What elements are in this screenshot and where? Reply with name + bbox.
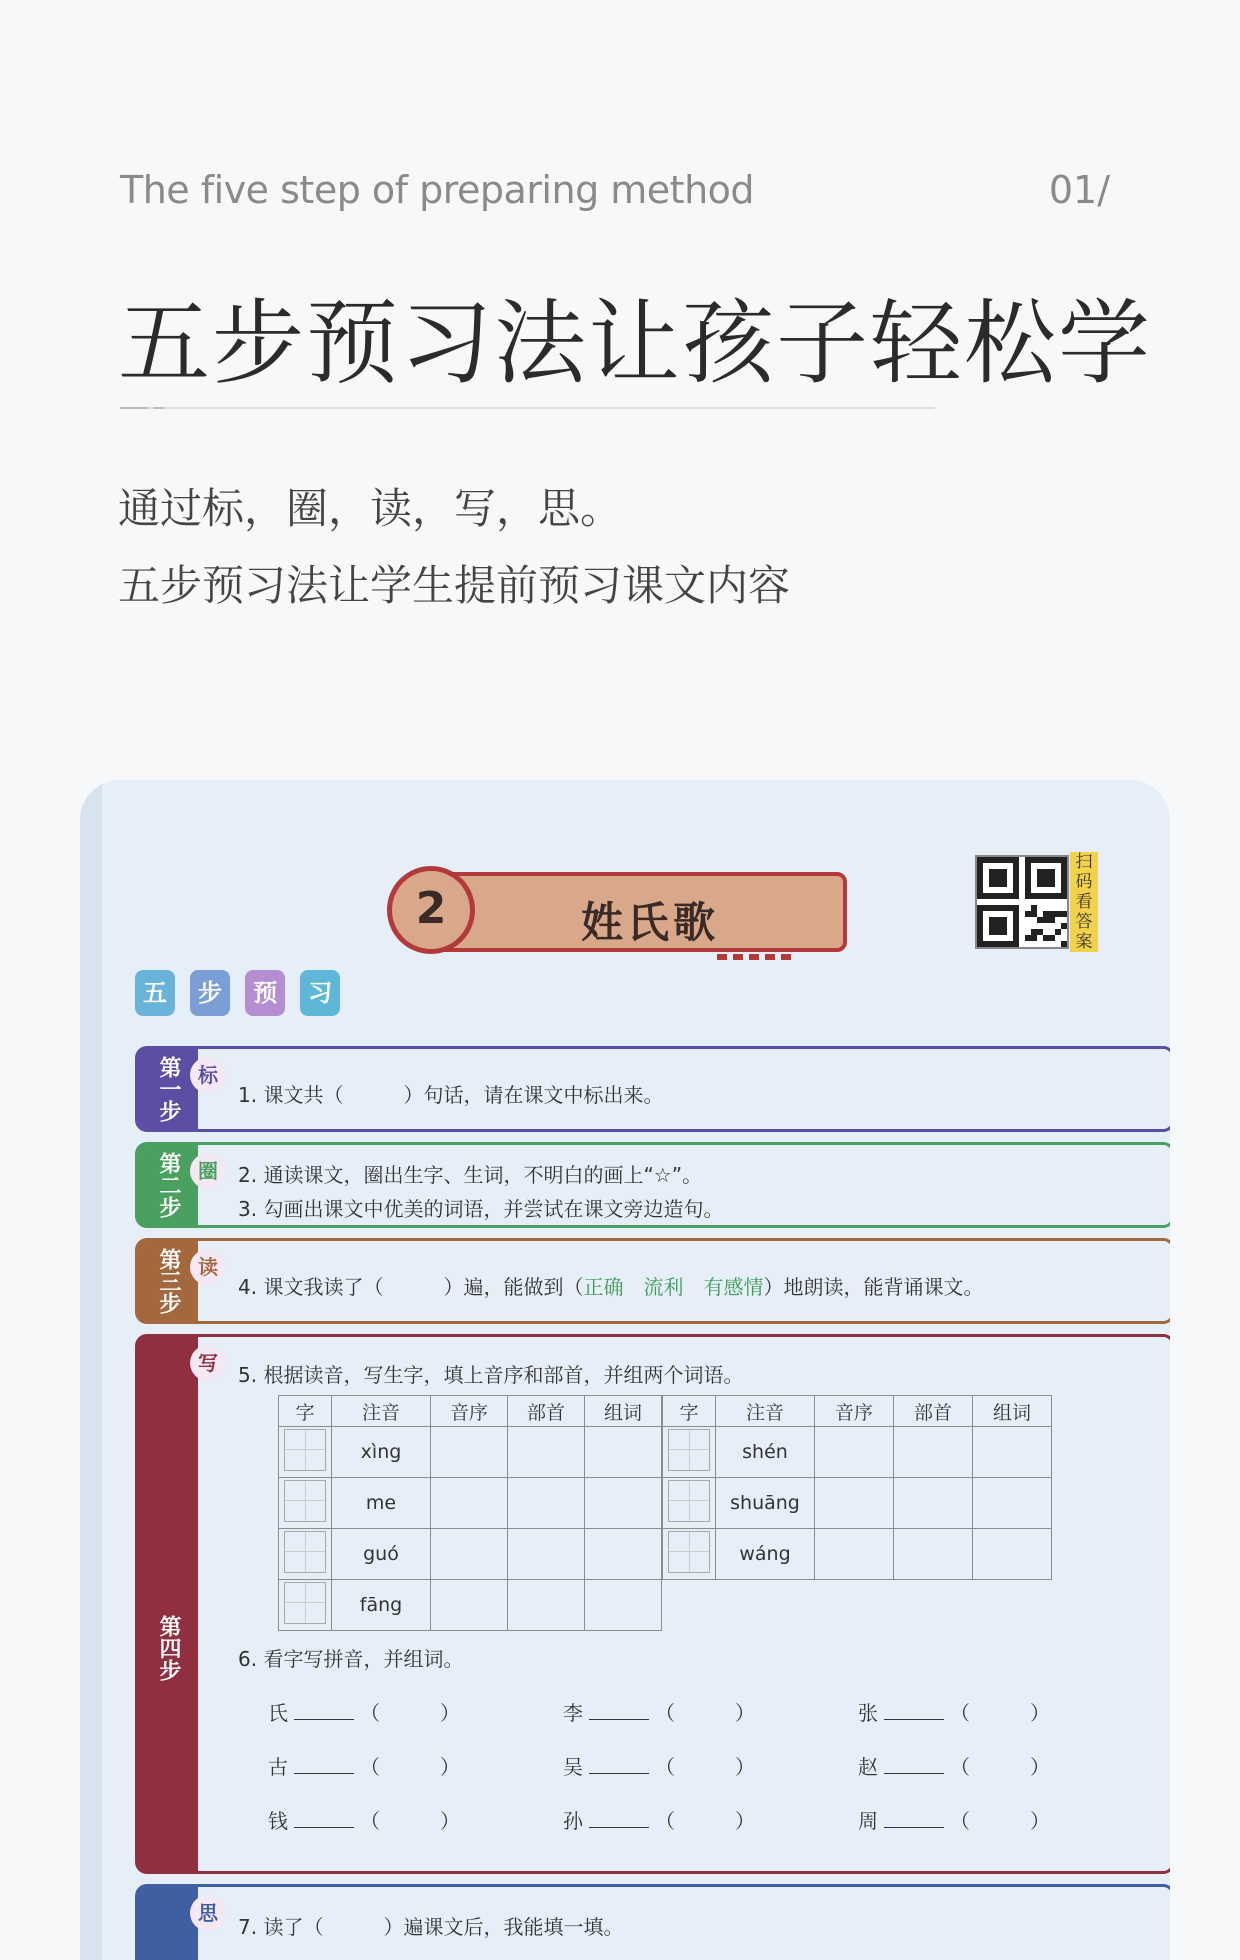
step-3-tag: 读: [190, 1249, 226, 1285]
answer-cell[interactable]: [973, 1478, 1052, 1529]
pinyin-blank[interactable]: [884, 1827, 944, 1828]
char-writing-box[interactable]: [668, 1429, 710, 1471]
step-1-box: [135, 1046, 1170, 1132]
fill-char: 吴: [563, 1755, 583, 1779]
lesson-dots: [717, 954, 797, 960]
fill-item: 张 （ ）: [858, 1701, 1050, 1725]
badge-xi: 习: [300, 970, 340, 1016]
answer-cell[interactable]: [431, 1529, 508, 1580]
fill-char: 古: [268, 1755, 288, 1779]
fill-char: 周: [858, 1809, 878, 1833]
fill-item: 周 （ ）: [858, 1809, 1050, 1833]
fill-item: 赵 （ ）: [858, 1755, 1050, 1779]
step-3-suffix: ）地朗读，能背诵课文。: [763, 1275, 984, 1299]
step-3-question-4: [238, 1271, 983, 1300]
step-1-side-text: 第一步: [156, 1056, 181, 1122]
book-spine: [80, 780, 102, 1960]
step-2-box: [135, 1142, 1170, 1228]
right-char-table: [662, 1395, 1052, 1580]
left-char-table: [278, 1395, 662, 1631]
char-writing-box[interactable]: [284, 1531, 326, 1573]
fill-char: 张: [858, 1701, 878, 1725]
step-2-question-3: 3. 勾画出课文中优美的词语，并尝试在课文旁边造句。: [238, 1197, 724, 1221]
answer-cell[interactable]: [431, 1478, 508, 1529]
fill-char: 钱: [268, 1809, 288, 1833]
step-1-question-1: 1. 课文共（ ）句话，请在课文中标出来。: [238, 1083, 664, 1107]
step-4-side-label: [138, 1337, 198, 1871]
page-number: 01/: [1048, 168, 1110, 212]
table-row: [663, 1427, 1052, 1478]
step-3-side-label: [138, 1241, 198, 1321]
answer-cell[interactable]: [508, 1529, 585, 1580]
step-2-side-label: [138, 1145, 198, 1225]
pinyin-blank[interactable]: [884, 1719, 944, 1720]
pinyin-blank[interactable]: [589, 1827, 649, 1828]
step-3-box: [135, 1238, 1170, 1324]
fill-item: 钱 （ ）: [268, 1809, 460, 1833]
header-zuci: 组词: [973, 1396, 1052, 1427]
answer-cell[interactable]: [431, 1427, 508, 1478]
fill-item: 氏 （ ）: [268, 1701, 460, 1725]
lesson-name: 姓氏歌: [581, 898, 720, 947]
char-writing-box[interactable]: [284, 1582, 326, 1624]
lesson-header: [387, 866, 857, 958]
answer-cell[interactable]: [815, 1427, 894, 1478]
lesson-number: 2: [387, 866, 475, 954]
table-header-row: [663, 1396, 1052, 1427]
answer-cell[interactable]: [585, 1580, 662, 1631]
header-bushou: 部首: [894, 1396, 973, 1427]
answer-cell[interactable]: [508, 1478, 585, 1529]
answer-cell[interactable]: [894, 1478, 973, 1529]
five-step-badges: [135, 970, 350, 1016]
header-yinxu: 音序: [815, 1396, 894, 1427]
answer-cell[interactable]: [585, 1427, 662, 1478]
badge-yu: 预: [245, 970, 285, 1016]
step-3-prefix: 4. 课文我读了（ ）遍，能做到（: [238, 1275, 584, 1299]
header-zhuyin: 注音: [332, 1396, 431, 1427]
english-title: The five step of preparing method: [120, 168, 755, 212]
table-row: [279, 1580, 662, 1631]
step-4-tag: 写: [190, 1345, 226, 1381]
fill-item: 李 （ ）: [563, 1701, 755, 1725]
step-5-side-label: [138, 1887, 198, 1960]
header-zi: 字: [663, 1396, 716, 1427]
pinyin-blank[interactable]: [294, 1827, 354, 1828]
step-5-box: [135, 1884, 1170, 1960]
step-2-question-2: 2. 通读课文，圈出生字、生词，不明白的画上“☆”。: [238, 1163, 703, 1187]
step-4-question-6: 6. 看字写拼音，并组词。: [238, 1647, 464, 1671]
header-yinxu: 音序: [431, 1396, 508, 1427]
answer-cell[interactable]: [815, 1529, 894, 1580]
pinyin-cell: xìng: [332, 1427, 431, 1478]
step-5-question-7: 7. 读了（ ）遍课文后，我能填一填。: [238, 1915, 624, 1939]
answer-cell[interactable]: [585, 1529, 662, 1580]
answer-cell[interactable]: [894, 1427, 973, 1478]
step-1-side-label: [138, 1049, 198, 1129]
answer-cell[interactable]: [815, 1478, 894, 1529]
step-2-side-text: 第二步: [156, 1152, 181, 1218]
header-bushou: 部首: [508, 1396, 585, 1427]
step-4-side-text: 第四步: [156, 1615, 181, 1681]
pinyin-cell: wáng: [716, 1529, 815, 1580]
table-row: [279, 1427, 662, 1478]
fill-char: 孙: [563, 1809, 583, 1833]
fill-char: 赵: [858, 1755, 878, 1779]
answer-cell[interactable]: [894, 1529, 973, 1580]
table-row: [663, 1529, 1052, 1580]
pinyin-blank[interactable]: [294, 1773, 354, 1774]
main-title: 五步预习法让孩子轻松学: [118, 290, 1153, 397]
pinyin-cell: shuāng: [716, 1478, 815, 1529]
fill-item: 吴 （ ）: [563, 1755, 755, 1779]
pinyin-cell: fāng: [332, 1580, 431, 1631]
pinyin-blank[interactable]: [589, 1719, 649, 1720]
pinyin-cell: shén: [716, 1427, 815, 1478]
pinyin-cell: me: [332, 1478, 431, 1529]
workbook-page: [80, 780, 1170, 1960]
table-header-row: [279, 1396, 662, 1427]
qr-label: 扫码看答案: [1070, 852, 1098, 952]
fill-char: 氏: [268, 1701, 288, 1725]
lesson-title-bar: [427, 872, 847, 952]
subtitle-line-1: 通过标，圈，读，写，思。: [118, 484, 623, 533]
step-3-options: 正确 流利 有感情: [583, 1275, 764, 1299]
fill-char: 李: [563, 1701, 583, 1725]
pinyin-blank[interactable]: [294, 1719, 354, 1720]
badge-wu: 五: [135, 970, 175, 1016]
char-writing-box[interactable]: [668, 1480, 710, 1522]
pinyin-blank[interactable]: [589, 1773, 649, 1774]
fill-item: 古 （ ）: [268, 1755, 460, 1779]
char-writing-box[interactable]: [284, 1429, 326, 1471]
header-zi: 字: [279, 1396, 332, 1427]
step-4-question-5: 5. 根据读音，写生字，填上音序和部首，并组两个词语。: [238, 1363, 744, 1387]
answer-cell[interactable]: [508, 1580, 585, 1631]
answer-cell[interactable]: [431, 1580, 508, 1631]
badge-bu: 步: [190, 970, 230, 1016]
step-2-tag: 圈: [190, 1153, 226, 1189]
qr-code-icon[interactable]: [975, 855, 1069, 949]
table-row: [663, 1478, 1052, 1529]
header-zuci: 组词: [585, 1396, 662, 1427]
step-3-side-text: 第三步: [156, 1248, 181, 1314]
fill-item: 孙 （ ）: [563, 1809, 755, 1833]
char-writing-box[interactable]: [668, 1531, 710, 1573]
answer-cell[interactable]: [973, 1529, 1052, 1580]
subtitle-line-2: 五步预习法让学生提前预习课文内容: [118, 561, 791, 610]
pinyin-blank[interactable]: [884, 1773, 944, 1774]
step-4-box: [135, 1334, 1170, 1874]
answer-cell[interactable]: [585, 1478, 662, 1529]
table-row: [279, 1478, 662, 1529]
answer-cell[interactable]: [508, 1427, 585, 1478]
table-row: [279, 1529, 662, 1580]
title-divider: [120, 407, 935, 409]
header-zhuyin: 注音: [716, 1396, 815, 1427]
step-1-tag: 标: [190, 1057, 226, 1093]
pinyin-cell: guó: [332, 1529, 431, 1580]
step-5-tag: 思: [190, 1895, 226, 1931]
answer-cell[interactable]: [973, 1427, 1052, 1478]
char-writing-box[interactable]: [284, 1480, 326, 1522]
